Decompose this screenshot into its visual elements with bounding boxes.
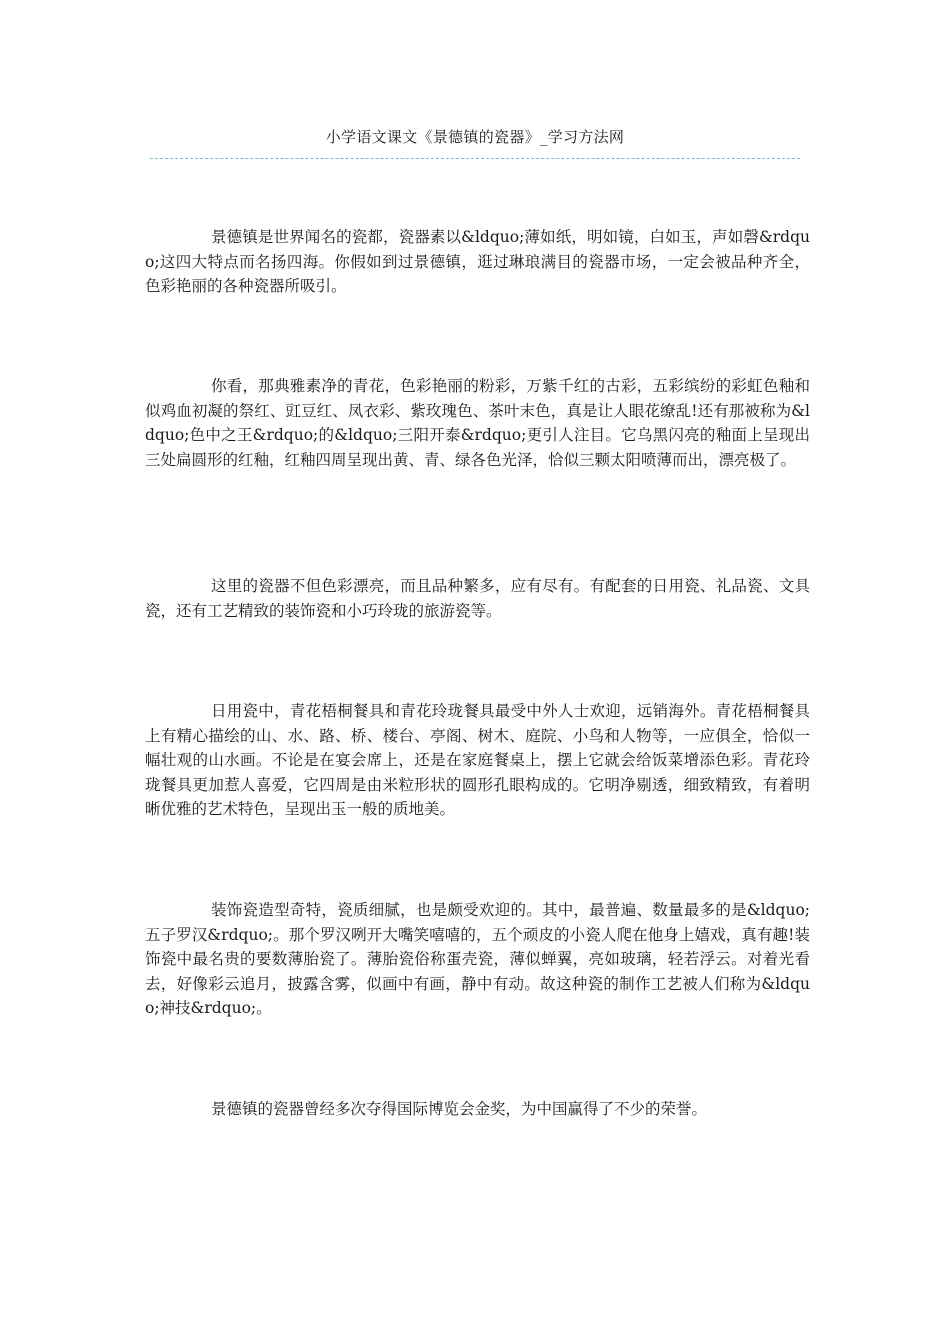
- paragraph-6: 景德镇的瓷器曾经多次夺得国际博览会金奖，为中国赢得了不少的荣誉。: [211, 1100, 708, 1118]
- title-divider: [150, 158, 800, 159]
- paragraph-3: 这里的瓷器不但色彩漂亮，而且品种繁多，应有尽有。有配套的日用瓷、礼品瓷、文具瓷，还有工艺精致的装饰瓷和小巧玲珑的旅游瓷等。: [145, 577, 810, 620]
- document-title: 小学语文课文《景德镇的瓷器》_学习方法网: [325, 128, 625, 146]
- paragraph-4: 日用瓷中，青花梧桐餐具和青花玲珑餐具最受中外人士欢迎，远销海外。青花梧桐餐具上有精心描绘的山、水、路、桥、楼台、亭阁、树木、庭院、小鸟和人物等，一应俱全，恰似一幅壮观的山水画。不论是在宴会席上，还是在家庭餐桌上，摆上它就会给饭菜增添色彩。青花玲珑餐具更加惹人喜爱，它四周是由米粒形状的圆形孔眼构成的。它明净剔透，细致精致，有着明晰优雅的艺术特色，呈现出玉一般的质地美。: [145, 702, 810, 819]
- paragraph-5: 装饰瓷造型奇特，瓷质细腻，也是颇受欢迎的。其中，最普遍、数量最多的是&ldquo;五子罗汉&rdquo;。那个罗汉咧开大嘴笑嘻嘻的，五个顽皮的小瓷人爬在他身上嬉戏，真有趣!装饰瓷中最名贵的要数薄胎瓷了。薄胎瓷俗称蛋壳瓷，薄似蝉翼，亮如玻璃，轻若浮云。对着光看去，好像彩云追月，披露含雾，似画中有画，静中有动。故这种瓷的制作工艺被人们称为&ldquo;神技&rdquo;。: [145, 901, 810, 1018]
- paragraph-1: 景德镇是世界闻名的瓷都，瓷器素以&ldquo;薄如纸，明如镜，白如玉，声如磬&rdquo;这四大特点而名扬四海。你假如到过景德镇，逛过琳琅满目的瓷器市场，一定会被品种齐全，色彩艳丽的各种瓷器所吸引。: [145, 228, 810, 296]
- paragraph-2: 你看，那典雅素净的青花，色彩艳丽的粉彩，万紫千红的古彩，五彩缤纷的彩虹色釉和似鸡血初凝的祭红、豇豆红、凤衣彩、紫玫瑰色、茶叶末色，真是让人眼花缭乱!还有那被称为&ldquo;色中之王&rdquo;的&ldquo;三阳开泰&rdquo;更引人注目。它乌黑闪亮的釉面上呈现出三处扁圆形的红釉，红釉四周呈现出黄、青、绿各色光泽，恰似三颗太阳喷薄而出，漂亮极了。: [145, 377, 810, 469]
